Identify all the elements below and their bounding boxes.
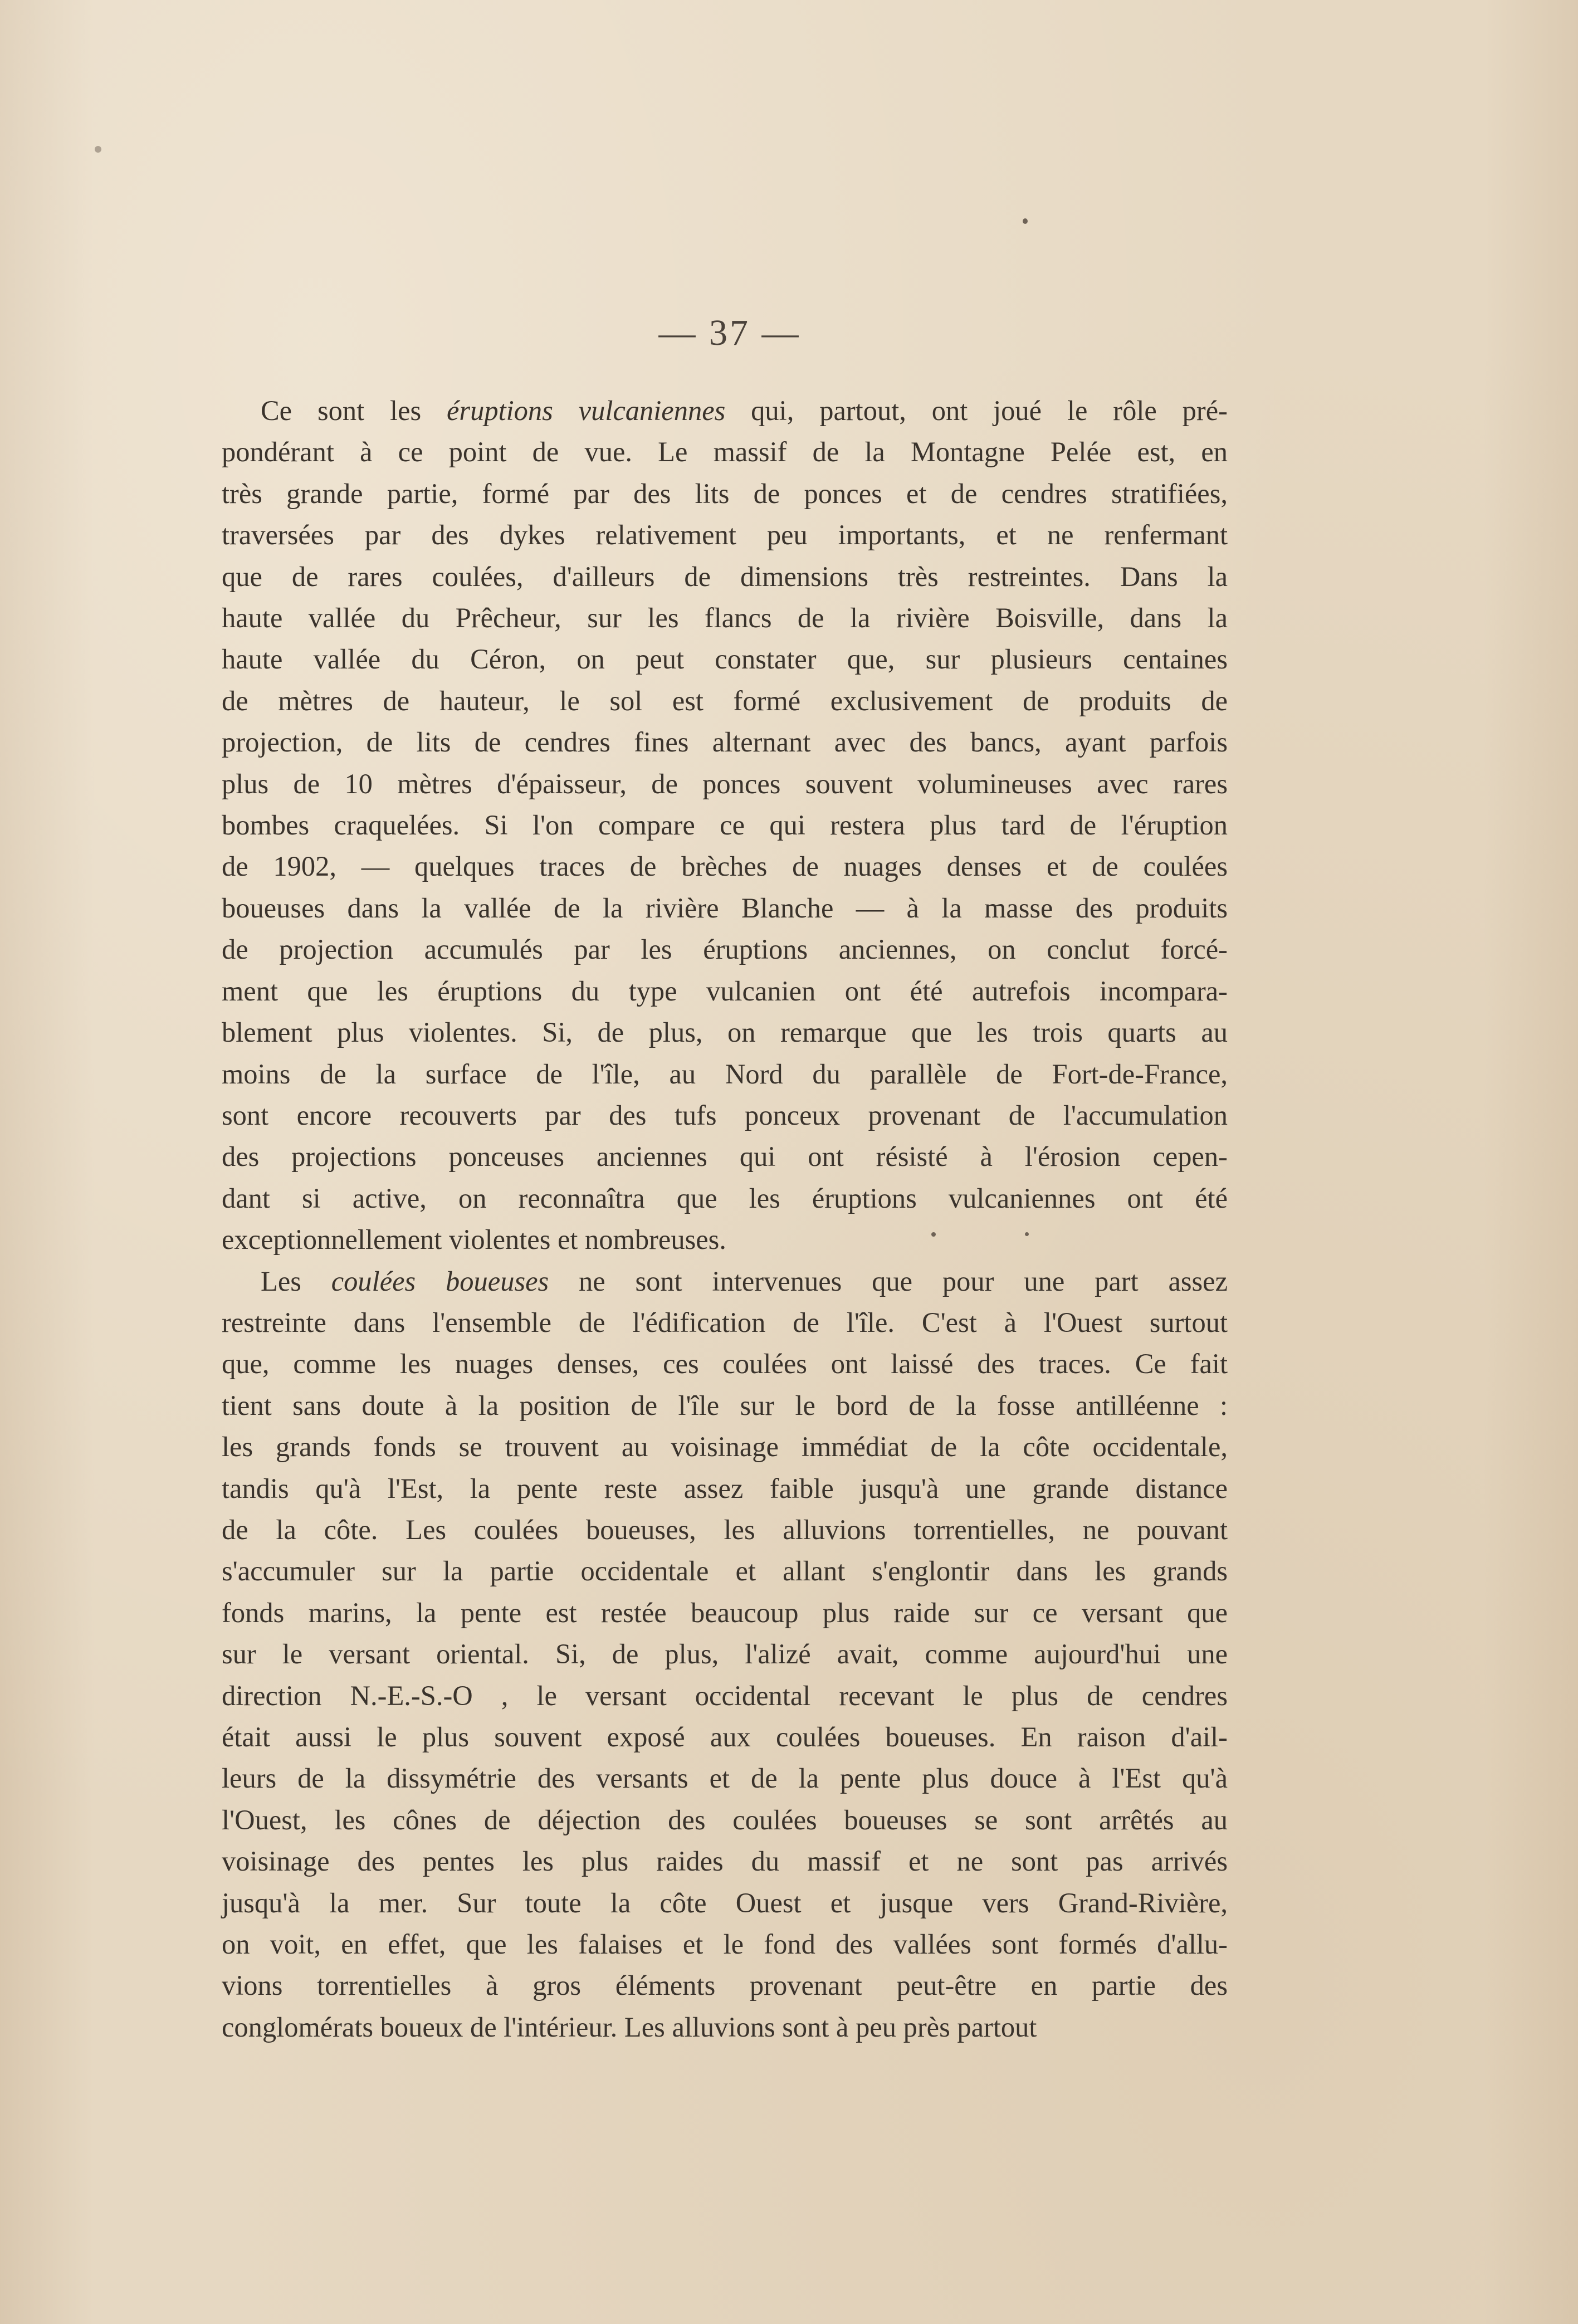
text-line: boueuses dans la vallée de la rivière Blanche — à la masse des produits: [222, 892, 1228, 924]
text-line: sont encore recouverts par des tufs ponceux provenant de l'accumulation: [222, 1099, 1228, 1131]
paper-speck: [1023, 218, 1028, 224]
text-line: ment que les éruptions du type vulcanien ont été autrefois incompara-: [222, 975, 1228, 1007]
paper-speck: [95, 146, 101, 153]
text-line: tient sans doute à la position de l'île sur le bord de la fosse antilléenne :: [222, 1389, 1228, 1421]
text-line: Les coulées boueuses ne sont intervenues que pour une part assez: [261, 1265, 1228, 1297]
text-line: sur le versant oriental. Si, de plus, l'alizé avait, comme aujourd'hui une: [222, 1638, 1228, 1670]
text-line: on voit, en effet, que les falaises et le fond des vallées sont formés d'allu-: [222, 1928, 1228, 1960]
italic-term: coulées boueuses: [331, 1265, 549, 1297]
text-line: haute vallée du Céron, on peut constater que, sur plusieurs centaines: [222, 643, 1228, 675]
paper-speck: [931, 1232, 936, 1237]
paper-speck: [1025, 1232, 1029, 1236]
italic-term: éruptions vulcaniennes: [447, 395, 726, 426]
text-line: pondérant à ce point de vue. Le massif de la Montagne Pelée est, en: [222, 436, 1228, 468]
text-line: moins de la surface de l'île, au Nord du parallèle de Fort-de-France,: [222, 1058, 1228, 1090]
text-line: restreinte dans l'ensemble de l'édification de l'île. C'est à l'Ouest surtout: [222, 1306, 1228, 1338]
text-line: de projection accumulés par les éruptions anciennes, on conclut forcé-: [222, 934, 1228, 965]
text-line: que de rares coulées, d'ailleurs de dimensions très restreintes. Dans la: [222, 560, 1228, 592]
text-line: Ce sont les éruptions vulcaniennes qui, partout, ont joué le rôle pré-: [261, 395, 1228, 426]
paragraph-2: [222, 1261, 1228, 2048]
text-line: traversées par des dykes relativement peu importants, et ne renfermant: [222, 519, 1228, 551]
text-line: leurs de la dissymétrie des versants et de la pente plus douce à l'Est qu'à: [222, 1762, 1228, 1794]
paragraph-1: [222, 390, 1228, 1261]
body-text: [222, 390, 1228, 2048]
text-line: était aussi le plus souvent exposé aux coulées boueuses. En raison d'ail-: [222, 1721, 1228, 1752]
text-line: haute vallée du Prêcheur, sur les flancs de la rivière Boisville, dans la: [222, 602, 1228, 634]
text-line: vions torrentielles à gros éléments provenant peut-être en partie des: [222, 1970, 1228, 2001]
text-line: les grands fonds se trouvent au voisinage immédiat de la côte occidentale,: [222, 1431, 1228, 1463]
text-line: fonds marins, la pente est restée beaucoup plus raide sur ce versant que: [222, 1596, 1228, 1628]
text-line: des projections ponceuses anciennes qui ont résisté à l'érosion cepen-: [222, 1141, 1228, 1173]
text-line: de la côte. Les coulées boueuses, les alluvions torrentielles, ne pouvant: [222, 1513, 1228, 1545]
text-line: tandis qu'à l'Est, la pente reste assez faible jusqu'à une grande distance: [222, 1472, 1228, 1504]
text-line: conglomérats boueux de l'intérieur. Les alluvions sont à peu près partout: [222, 2011, 1037, 2043]
text-line: projection, de lits de cendres fines alternant avec des bancs, ayant parfois: [222, 726, 1228, 758]
text-line: de 1902, — quelques traces de brèches de nuages denses et de coulées: [222, 851, 1228, 882]
text-line: très grande partie, formé par des lits de ponces et de cendres stratifiées,: [222, 477, 1228, 509]
text-line: dant si active, on reconnaîtra que les éruptions vulcaniennes ont été: [222, 1182, 1228, 1214]
text-line: de mètres de hauteur, le sol est formé exclusivement de produits de: [222, 685, 1228, 716]
text-line: direction N.-E.-S.-O , le versant occidental recevant le plus de cendres: [222, 1679, 1228, 1711]
page-number: — 37 —: [658, 313, 801, 353]
text-line: jusqu'à la mer. Sur toute la côte Ouest et jusque vers Grand-Rivière,: [222, 1887, 1228, 1918]
text-line: blement plus violentes. Si, de plus, on remarque que les trois quarts au: [222, 1017, 1228, 1048]
text-line: bombes craquelées. Si l'on compare ce qui restera plus tard de l'éruption: [222, 809, 1228, 841]
text-line: exceptionnellement violentes et nombreuses.: [222, 1224, 726, 1256]
text-line: plus de 10 mètres d'épaisseur, de ponces souvent volumineuses avec rares: [222, 768, 1228, 799]
text-line: s'accumuler sur la partie occidentale et allant s'englontir dans les grands: [222, 1555, 1228, 1587]
text-line: que, comme les nuages denses, ces coulées ont laissé des traces. Ce fait: [222, 1348, 1228, 1380]
text-line: l'Ouest, les cônes de déjection des coulées boueuses se sont arrêtés au: [222, 1804, 1228, 1835]
text-line: voisinage des pentes les plus raides du massif et ne sont pas arrivés: [222, 1845, 1228, 1877]
